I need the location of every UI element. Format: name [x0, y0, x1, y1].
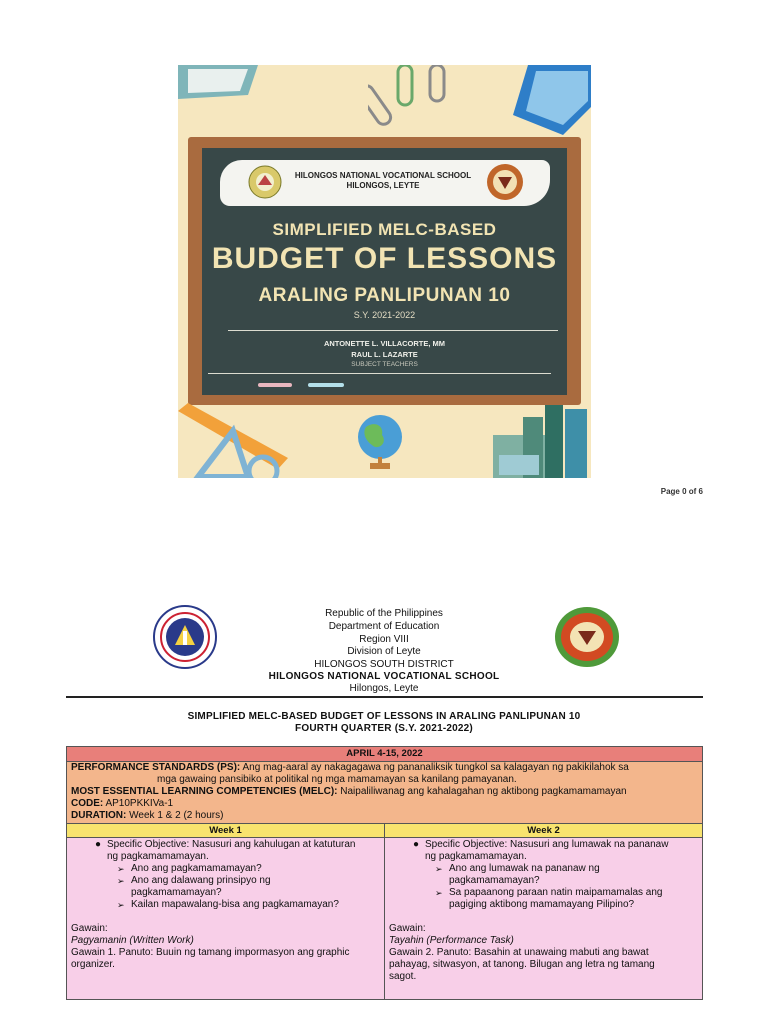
- cover-author-role: SUBJECT TEACHERS: [351, 361, 418, 368]
- task-type: Tayahin (Performance Task): [389, 935, 514, 946]
- document-subtitle: FOURTH QUARTER (S.Y. 2021-2022): [295, 723, 473, 734]
- arrow-bullet-icon: ➢: [117, 876, 125, 886]
- question-item: ➢ Ano ang lumawak na pananaw ng pagkamamamayan?: [435, 863, 600, 886]
- week-2-header: Week 2: [527, 825, 560, 836]
- date-range: APRIL 4-15, 2022: [67, 747, 702, 762]
- cover-school-location: HILONGOS, LEYTE: [346, 181, 420, 190]
- bullet-icon: ●: [413, 839, 420, 850]
- budget-table: [66, 746, 703, 1000]
- cover-title-line2: BUDGET OF LESSONS: [211, 242, 558, 275]
- question-item: ➢ Sa papaanong paraan natin maipamamalas ang pagiging aktibong mamamayang Pilipino?: [435, 887, 663, 910]
- activity-instruction: Gawain 1. Panuto: Buuin ng tamang impormasyon ang graphic organizer.: [71, 947, 350, 970]
- task-type: Pagyamanin (Written Work): [71, 935, 194, 946]
- melc: MOST ESSENTIAL LEARNING COMPETENCIES (MELC): Naipaliliwanag ang kahalagahan ng aktibong pagkamamamayan: [71, 786, 627, 797]
- page-number: Page 0 of 6: [660, 487, 703, 496]
- question-item: ➢ Ano ang dalawang prinsipyo ng pagkamamamayan?: [117, 875, 271, 898]
- cover-author-1: ANTONETTE L. VILLACORTE, MM: [323, 339, 446, 348]
- gawain-label: Gawain:: [389, 923, 426, 934]
- arrow-bullet-icon: ➢: [435, 888, 443, 898]
- code: CODE: AP10PKKIVa-1: [71, 798, 174, 809]
- ruler-icon: [178, 403, 288, 478]
- question-item: ➢ Ano ang pagkamamamayan?: [117, 863, 262, 874]
- arrow-bullet-icon: ➢: [435, 864, 443, 874]
- standards-row: [67, 762, 702, 824]
- document-title: SIMPLIFIED MELC-BASED BUDGET OF LESSONS IN ARALING PANLIPUNAN 10: [187, 711, 581, 722]
- week-1-cell: [67, 838, 385, 999]
- arrow-bullet-icon: ➢: [117, 864, 125, 874]
- cover-author-2: RAUL L. LAZARTE: [351, 350, 418, 359]
- week-1-header: Week 1: [67, 824, 385, 837]
- laptop-icon: [508, 65, 591, 137]
- letterhead-region: Region VIII: [359, 634, 409, 645]
- book-icon: [178, 65, 268, 105]
- specific-objective: ● Specific Objective: Nasusuri ang kahulugan at katuturan ng pagkamamamayan.: [95, 839, 356, 862]
- cover-divider: [208, 373, 551, 374]
- arrow-bullet-icon: ➢: [117, 900, 125, 910]
- letterhead-division: Division of Leyte: [347, 646, 421, 657]
- cover-image: [178, 65, 591, 478]
- books-icon: [493, 405, 591, 478]
- letterhead-school: HILONGOS NATIONAL VOCATIONAL SCHOOL: [268, 671, 500, 682]
- letterhead-district: HILONGOS SOUTH DISTRICT: [314, 659, 454, 670]
- week-header-row: [67, 824, 702, 838]
- chalk-piece: [308, 383, 344, 387]
- duration: DURATION: Week 1 & 2 (2 hours): [71, 810, 224, 821]
- cover-divider: [228, 330, 558, 331]
- chalk-piece: [258, 383, 292, 387]
- letterhead-department: Department of Education: [328, 621, 440, 632]
- cover-title-line3: ARALING PANLIPUNAN 10: [258, 285, 511, 306]
- week-2-cell: [385, 838, 702, 999]
- specific-objective: ● Specific Objective: Nasusuri ang lumawak na pananaw ng pagkamamamayan.: [413, 839, 669, 862]
- activity-instruction: Gawain 2. Panuto: Basahin at unawaing mabuti ang bawat pahayag, sitwasyon, at tanong. Bilugan ang letra ng tamang sagot.: [389, 947, 655, 982]
- performance-standards: PERFORMANCE STANDARDS (PS): Ang mag-aaral ay nakagagawa ng pananaliksik tungkol sa kalagayan ng pakikilahok sa mga gawaing pansibiko at politikal ng mga mamamayan sa kanilang pamayanan.: [71, 762, 629, 785]
- letterhead-republic: Republic of the Philippines: [325, 608, 443, 619]
- bullet-icon: ●: [95, 839, 102, 850]
- globe-icon: [354, 413, 406, 475]
- letterhead-address: Hilongos, Leyte: [349, 683, 419, 694]
- cover-title-line1: SIMPLIFIED MELC-BASED: [272, 220, 497, 239]
- letterhead-rule: [66, 696, 703, 698]
- gawain-label: Gawain:: [71, 923, 108, 934]
- cover-school-name: HILONGOS NATIONAL VOCATIONAL SCHOOL: [294, 171, 472, 180]
- cover-school-year: S.Y. 2021-2022: [353, 310, 416, 320]
- question-item: ➢ Kailan mapawalang-bisa ang pagkamamayan?: [117, 899, 339, 910]
- paperclip-icon: [368, 65, 468, 135]
